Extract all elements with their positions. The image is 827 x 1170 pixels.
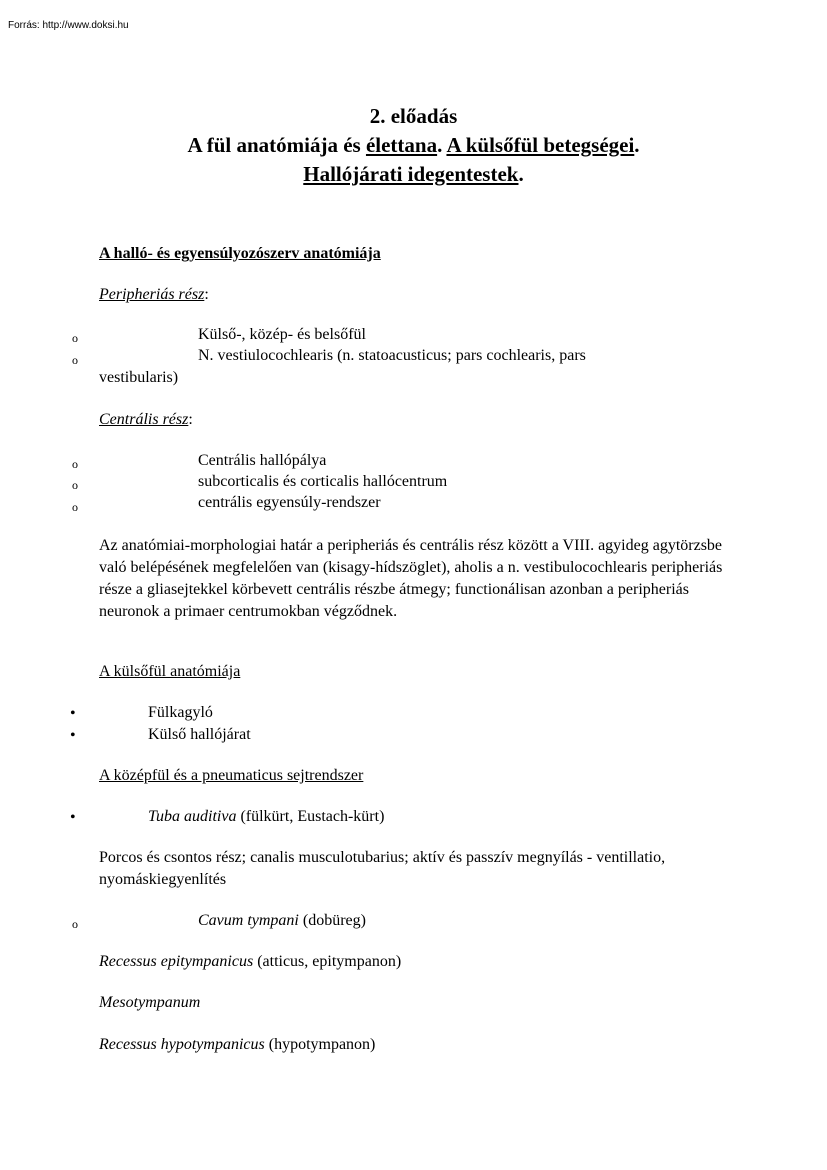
bullet-hollow: o <box>72 457 78 471</box>
recessus-hypo-desc: (hypotympanon) <box>264 1036 376 1053</box>
title-part-underlined: élettana <box>365 133 438 157</box>
list-item-tuba <box>148 807 384 827</box>
cavum-desc: (dobüreg) <box>298 912 366 929</box>
bullet-filled: • <box>70 809 76 826</box>
bullet-hollow: o <box>72 331 78 345</box>
recessus-hypo-latin: Recessus hypotympanicus <box>99 1036 265 1053</box>
title-part: . <box>437 133 447 157</box>
title-line-2 <box>0 131 827 160</box>
bullet-hollow: o <box>72 353 78 367</box>
bullet-filled: • <box>70 705 76 722</box>
bullet-hollow: o <box>72 917 78 931</box>
list-item-cavum <box>198 911 366 931</box>
section-heading-outer-ear: A külsőfül anatómiája <box>99 663 241 680</box>
central-label <box>99 410 193 430</box>
list-item: Centrális hallópálya <box>198 452 327 469</box>
peripheral-label-text: Peripheriás rész <box>99 286 205 303</box>
bullet-filled: • <box>70 727 76 744</box>
list-item-continuation: vestibularis) <box>99 369 179 386</box>
colon: : <box>188 411 193 428</box>
tuba-desc: (fülkürt, Eustach-kürt) <box>236 808 385 825</box>
list-item: Külső-, közép- és belsőfül <box>198 326 366 343</box>
peripheral-label <box>99 285 209 305</box>
cavum-latin: Cavum tympani <box>198 912 299 929</box>
recessus-epi-latin: Recessus epitympanicus <box>99 953 254 970</box>
bullet-hollow: o <box>72 478 78 492</box>
section-heading-anatomy: A halló- és egyensúlyozószerv anatómiája <box>99 245 381 262</box>
recessus-epitympanicus <box>99 952 401 972</box>
title-part: . <box>518 162 524 186</box>
list-item: N. vestiulocochlearis (n. statoacusticus; pars cochlearis, pars <box>198 347 586 364</box>
lecture-number: 2. előadás <box>369 104 458 128</box>
list-item: subcorticalis és corticalis hallócentrum <box>198 473 448 490</box>
mesotympanum: Mesotympanum <box>99 994 201 1011</box>
colon: : <box>204 286 209 303</box>
list-item: Fülkagyló <box>148 704 213 721</box>
title-line-3 <box>0 160 827 189</box>
title-part-underlined: Hallójárati idegentestek <box>303 162 519 186</box>
source-line: Forrás: http://www.doksi.hu <box>8 20 129 31</box>
title-part: . <box>634 133 640 157</box>
bullet-hollow: o <box>72 500 78 514</box>
list-item: Külső hallójárat <box>148 726 251 743</box>
recessus-epi-desc: (atticus, epitympanon) <box>253 953 402 970</box>
central-label-text: Centrális rész <box>99 411 189 428</box>
tuba-latin: Tuba auditiva <box>148 808 237 825</box>
tuba-paragraph: Porcos és csontos rész; canalis musculotubarius; aktív és passzív megnyílás - ventillatio, nyomáskiegyenlítés <box>99 849 666 888</box>
title-part: A fül anatómiája és <box>187 133 366 157</box>
title-part-underlined: A külsőfül betegségei <box>446 133 635 157</box>
section-heading-middle-ear: A középfül és a pneumaticus sejtrendszer <box>99 767 364 784</box>
anatomy-paragraph: Az anatómiai-morphologiai határ a peripheriás és centrális rész között a VIII. agyideg agytörzsbe való belépésének megfelelően van (kisagy-hídszöglet), aholis a n. vestibulocochlearis peripheriás része a gliasejtekkel körbevett centrális részbe átmegy; functionálisan azonban a peripheriás neuronok a primaer centrumokban végződnek. <box>99 537 723 620</box>
list-item: centrális egyensúly-rendszer <box>198 494 381 511</box>
recessus-hypotympanicus <box>99 1035 375 1055</box>
